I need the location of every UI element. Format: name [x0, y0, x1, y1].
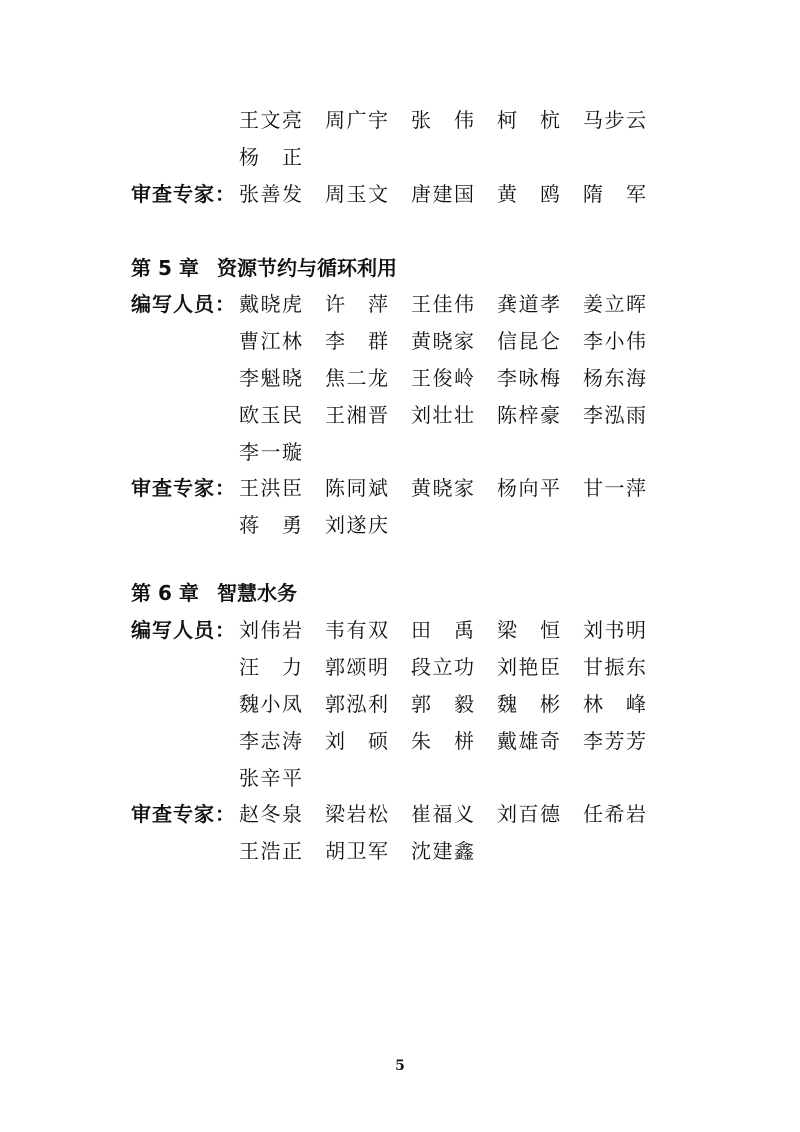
author-name: 欧玉民	[239, 403, 302, 427]
author-name: 王文亮	[239, 108, 302, 132]
author-name: 梁恒	[497, 618, 560, 642]
author-row	[0, 397, 800, 433]
reviewer-row	[0, 833, 800, 869]
reviewer-name: 胡卫军	[325, 839, 388, 863]
author-name: 李咏梅	[497, 366, 560, 390]
author-name: 黄晓家	[411, 329, 474, 353]
author-name: 田禹	[411, 618, 474, 642]
author-row	[0, 360, 800, 396]
author-name: 韦有双	[325, 618, 388, 642]
reviewer-row	[0, 470, 800, 506]
reviewer-name: 梁岩松	[325, 802, 388, 826]
author-row	[0, 723, 800, 759]
author-name: 姜立晖	[583, 292, 646, 316]
author-name: 郭毅	[411, 692, 474, 716]
author-name: 汪力	[239, 655, 302, 679]
author-name: 马步云	[583, 108, 646, 132]
author-name: 曹江林	[239, 329, 302, 353]
reviewer-name: 赵冬泉	[239, 802, 302, 826]
chapter-name: 资源节约与循环利用	[217, 256, 397, 280]
reviewer-name: 周玉文	[325, 182, 388, 206]
reviewer-name: 黄晓家	[411, 476, 474, 500]
author-name: 郭泓利	[325, 692, 388, 716]
author-name: 戴晓虎	[239, 292, 302, 316]
author-row	[0, 760, 800, 796]
author-row	[0, 102, 800, 138]
author-name: 杨东海	[583, 366, 646, 390]
reviewer-name: 刘遂庆	[325, 513, 388, 537]
author-row	[0, 139, 800, 175]
chapter-number: 第 5 章	[131, 256, 199, 280]
chapter-title	[131, 575, 297, 611]
reviewer-row	[0, 176, 800, 212]
author-name: 龚道孝	[497, 292, 560, 316]
author-name: 李芳芳	[583, 729, 646, 753]
reviewer-row	[0, 796, 800, 832]
author-name: 王佳伟	[411, 292, 474, 316]
author-name: 刘艳臣	[497, 655, 560, 679]
author-name: 陈梓豪	[497, 403, 560, 427]
author-name: 李小伟	[583, 329, 646, 353]
author-name: 张伟	[411, 108, 474, 132]
author-name: 焦二龙	[325, 366, 388, 390]
author-name: 柯杭	[497, 108, 560, 132]
page-number: 5	[395, 1058, 405, 1074]
author-name: 林峰	[583, 692, 646, 716]
chapter-title	[131, 250, 397, 286]
reviewer-name: 王浩正	[239, 839, 302, 863]
reviewer-row	[0, 507, 800, 543]
chapter-name: 智慧水务	[217, 581, 297, 605]
reviewer-name: 甘一萍	[583, 476, 646, 500]
reviewer-name: 崔福义	[411, 802, 474, 826]
author-name: 魏彬	[497, 692, 560, 716]
reviewer-name: 刘百德	[497, 802, 560, 826]
author-row	[0, 286, 800, 322]
reviewers-label: 审查专家：	[131, 476, 236, 500]
reviewer-name: 杨向平	[497, 476, 560, 500]
author-row	[0, 434, 800, 470]
author-name: 甘振东	[583, 655, 646, 679]
reviewer-name: 沈建鑫	[411, 839, 474, 863]
author-row	[0, 649, 800, 685]
author-name: 刘硕	[325, 729, 388, 753]
reviewer-name: 黄鸥	[497, 182, 560, 206]
reviewers-label: 审查专家：	[131, 802, 236, 826]
reviewer-name: 唐建国	[411, 182, 474, 206]
author-name: 信昆仑	[497, 329, 560, 353]
author-name: 李魁晓	[239, 366, 302, 390]
author-row	[0, 323, 800, 359]
author-name: 戴雄奇	[497, 729, 560, 753]
chapter-heading	[0, 250, 800, 286]
author-name: 李泓雨	[583, 403, 646, 427]
author-name: 许萍	[325, 292, 388, 316]
author-name: 段立功	[411, 655, 474, 679]
reviewer-name: 任希岩	[583, 802, 646, 826]
author-name: 李群	[325, 329, 388, 353]
author-name: 刘壮壮	[411, 403, 474, 427]
author-name: 张辛平	[239, 766, 302, 790]
author-name: 周广宇	[325, 108, 388, 132]
reviewer-name: 张善发	[239, 182, 302, 206]
authors-label: 编写人员：	[131, 292, 236, 316]
author-name: 杨正	[239, 145, 302, 169]
authors-label: 编写人员：	[131, 618, 236, 642]
reviewers-label: 审查专家：	[131, 182, 236, 206]
author-name: 李一璇	[239, 440, 302, 464]
author-name: 王俊岭	[411, 366, 474, 390]
author-name: 李志涛	[239, 729, 302, 753]
author-name: 刘伟岩	[239, 618, 302, 642]
reviewer-name: 隋军	[583, 182, 646, 206]
chapter-heading	[0, 575, 800, 611]
author-name: 王湘晋	[325, 403, 388, 427]
author-name: 魏小凤	[239, 692, 302, 716]
author-row	[0, 612, 800, 648]
author-name: 朱栟	[411, 729, 474, 753]
author-row	[0, 686, 800, 722]
reviewer-name: 蒋勇	[239, 513, 302, 537]
chapter-number: 第 6 章	[131, 581, 199, 605]
author-name: 刘书明	[583, 618, 646, 642]
reviewer-name: 陈同斌	[325, 476, 388, 500]
reviewer-name: 王洪臣	[239, 476, 302, 500]
author-name: 郭颂明	[325, 655, 388, 679]
